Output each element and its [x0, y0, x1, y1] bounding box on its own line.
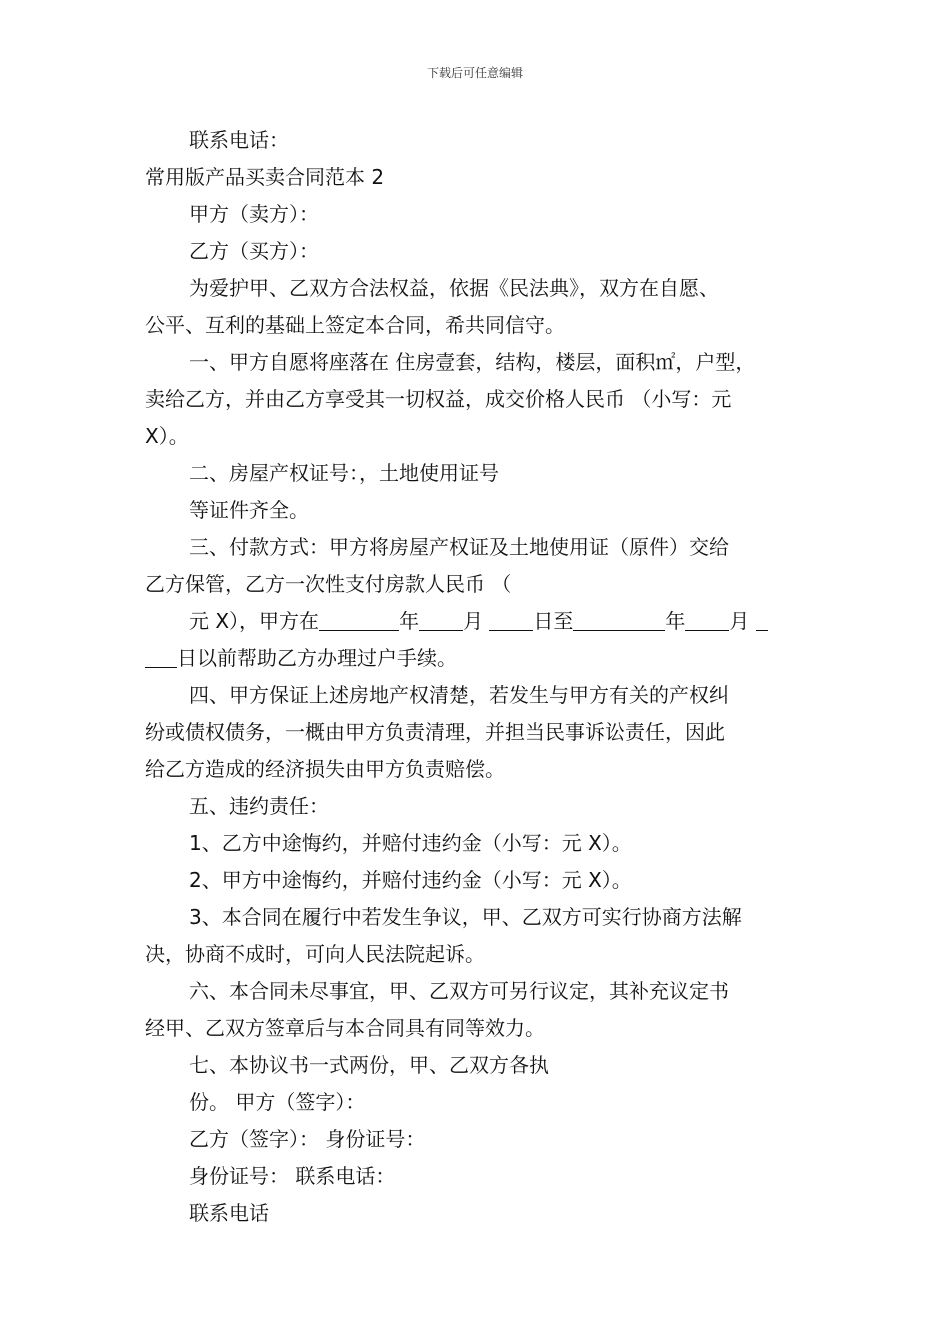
- clause-3-text-c: 月: [463, 609, 484, 633]
- clause-3-text-e: 年: [665, 609, 686, 633]
- clause-4-line-1: 四、甲方保证上述房地产权清楚，若发生与甲方有关的产权纠: [189, 683, 729, 707]
- party-a-line: 甲方（卖方）：: [189, 202, 319, 226]
- clause-3-line-4: [145, 640, 810, 677]
- contract-body: [145, 122, 810, 1232]
- clause-3-text-f: 月: [729, 609, 750, 633]
- clause-3-line-3: [145, 603, 810, 640]
- blank-year-1: [319, 608, 399, 631]
- clause-5-item-1: 1、乙方中途悔约，并赔付违约金（小写：元 X）。: [189, 831, 632, 855]
- blank-day-1: [489, 608, 533, 631]
- preamble-line-2: 公平、互利的基础上签定本合同，希共同信守。: [145, 313, 565, 337]
- clause-5-item-3-line-1: 3、本合同在履行中若发生争议，甲、乙双方可实行协商方法解: [189, 905, 742, 929]
- contract-title: 常用版产品买卖合同范本 2: [145, 165, 385, 189]
- clause-3-text-d: 日至: [533, 609, 574, 633]
- clause-4-line-3: 给乙方造成的经济损失由甲方负责赔偿。: [145, 757, 505, 781]
- clause-7-line-1: 七、本协议书一式两份，甲、乙双方各执: [189, 1053, 549, 1077]
- blank-year-2: [573, 608, 665, 631]
- blank-month-1: [419, 608, 463, 631]
- clause-4-line-2: 纷或债权债务，一概由甲方负责清理，并担当民事诉讼责任，因此: [145, 720, 725, 744]
- clause-5-item-3-line-2: 决，协商不成时，可向人民法院起诉。: [145, 942, 485, 966]
- contact-phone-line: 联系电话：: [189, 128, 289, 152]
- clause-2-line-2: 等证件齐全。: [189, 498, 309, 522]
- clause-1-line-2: 卖给乙方，并由乙方享受其一切权益，成交价格人民币 （小写：元: [145, 387, 732, 411]
- clause-1-line-3: X）。: [145, 424, 189, 448]
- blank-day-2b: [145, 645, 177, 668]
- preamble-line-1: 为爱护甲、乙双方合法权益，依据《民法典》，双方在自愿、: [189, 276, 719, 300]
- clause-5-item-2: 2、甲方中途悔约，并赔付违约金（小写：元 X）。: [189, 868, 632, 892]
- signature-line-4: 联系电话: [189, 1201, 269, 1225]
- clause-3-text-g: 日以前帮助乙方办理过户手续。: [177, 646, 457, 670]
- clause-3-line-1: 三、付款方式：甲方将房屋产权证及土地使用证（原件）交给: [189, 535, 729, 559]
- signature-line-1: 份。 甲方（签字）：: [189, 1090, 366, 1114]
- blank-month-2: [685, 608, 729, 631]
- party-b-line: 乙方（买方）：: [189, 239, 319, 263]
- blank-day-2a: [756, 608, 768, 631]
- clause-6-line-2: 经甲、乙双方签章后与本合同具有同等效力。: [145, 1016, 545, 1040]
- clause-3-text-b: 年: [399, 609, 420, 633]
- page-header: 下载后可任意编辑: [426, 66, 523, 80]
- clause-5-heading: 五、违约责任：: [189, 794, 329, 818]
- clause-3-text-a: 元 X），甲方在: [189, 609, 320, 633]
- clause-6-line-1: 六、本合同未尽事宜，甲、乙双方可另行议定，其补充议定书: [189, 979, 729, 1003]
- clause-3-line-2: 乙方保管，乙方一次性支付房款人民币 （: [145, 572, 512, 596]
- clause-2-line-1: 二、房屋产权证号：，土地使用证号: [189, 461, 499, 485]
- signature-line-2: 乙方（签字）： 身份证号：: [189, 1127, 426, 1151]
- signature-line-3: 身份证号： 联系电话：: [189, 1164, 396, 1188]
- clause-1-line-1: 一、甲方自愿将座落在 住房壹套，结构，楼层，面积㎡，户型，: [189, 350, 756, 374]
